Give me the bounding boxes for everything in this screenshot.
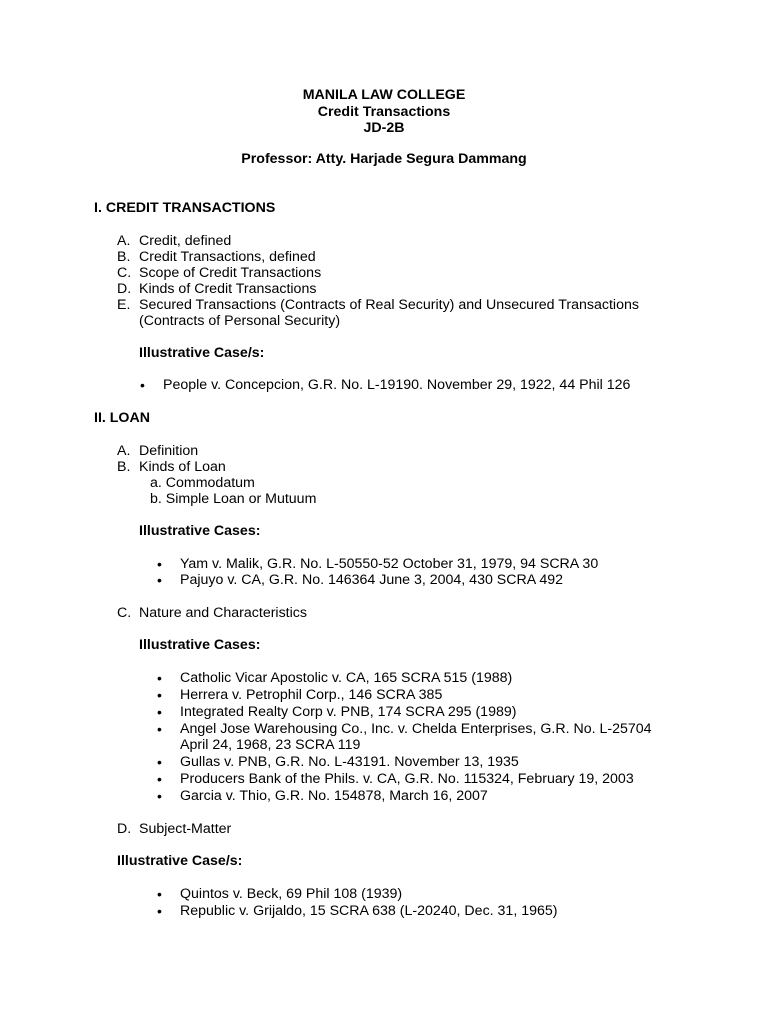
- list-marker: A.: [117, 443, 131, 459]
- bullet-icon: •: [157, 886, 162, 902]
- section-code: JD-2B: [363, 120, 405, 136]
- bullet-icon: •: [157, 556, 162, 572]
- bullet-icon: •: [140, 377, 145, 393]
- bullet-icon: •: [157, 704, 162, 720]
- bullet-icon: •: [157, 572, 162, 588]
- school-name: MANILA LAW COLLEGE: [302, 87, 466, 103]
- bullet-icon: •: [157, 903, 162, 919]
- list-item-text: Credit Transactions, defined: [139, 249, 316, 265]
- list-item-text: Definition: [139, 443, 199, 459]
- professor-line: Professor: Atty. Harjade Segura Dammang: [241, 151, 527, 167]
- list-item-text: Kinds of Credit Transactions: [139, 281, 317, 297]
- list-item-continuation: (Contracts of Personal Security): [139, 313, 341, 329]
- case-continuation: April 24, 1968, 23 SCRA 119: [180, 737, 361, 753]
- list-marker: E.: [117, 297, 131, 313]
- sub-list-item: b. Simple Loan or Mutuum: [150, 491, 317, 507]
- cases-heading: Illustrative Case/s:: [117, 853, 243, 869]
- case-text: Garcia v. Thio, G.R. No. 154878, March 16, 2007: [180, 788, 488, 804]
- bullet-icon: •: [157, 687, 162, 703]
- list-marker: C.: [117, 265, 132, 281]
- case-text: Yam v. Malik, G.R. No. L-50550-52 October 31, 1979, 94 SCRA 30: [180, 556, 599, 572]
- bullet-icon: •: [157, 754, 162, 770]
- case-text: Gullas v. PNB, G.R. No. L-43191. November 13, 1935: [180, 754, 519, 770]
- list-marker: B.: [117, 249, 131, 265]
- cases-heading: Illustrative Case/s:: [139, 345, 265, 361]
- list-marker: A.: [117, 233, 131, 249]
- case-text: People v. Concepcion, G.R. No. L-19190. November 29, 1922, 44 Phil 126: [163, 377, 631, 393]
- list-item-text: Nature and Characteristics: [139, 605, 307, 621]
- bullet-icon: •: [157, 670, 162, 686]
- part1-title: I. CREDIT TRANSACTIONS: [94, 200, 276, 216]
- list-item-text: Scope of Credit Transactions: [139, 265, 322, 281]
- case-text: Angel Jose Warehousing Co., Inc. v. Chelda Enterprises, G.R. No. L-25704: [180, 721, 652, 737]
- case-text: Producers Bank of the Phils. v. CA, G.R. No. 115324, February 19, 2003: [180, 771, 634, 787]
- list-marker: C.: [117, 605, 132, 621]
- case-text: Republic v. Grijaldo, 15 SCRA 638 (L-20240, Dec. 31, 1965): [180, 903, 558, 919]
- bullet-icon: •: [157, 771, 162, 787]
- bullet-icon: •: [157, 788, 162, 804]
- list-marker: D.: [117, 821, 132, 837]
- case-text: Integrated Realty Corp v. PNB, 174 SCRA 295 (1989): [180, 704, 517, 720]
- cases-heading: Illustrative Cases:: [139, 637, 261, 653]
- bullet-icon: •: [157, 721, 162, 737]
- list-item-text: Credit, defined: [139, 233, 232, 249]
- part2-title: II. LOAN: [94, 410, 150, 426]
- case-text: Pajuyo v. CA, G.R. No. 146364 June 3, 2004, 430 SCRA 492: [180, 572, 564, 588]
- list-item-text: Subject-Matter: [139, 821, 232, 837]
- list-marker: B.: [117, 459, 131, 475]
- course-title: Credit Transactions: [317, 104, 451, 120]
- list-marker: D.: [117, 281, 132, 297]
- case-text: Catholic Vicar Apostolic v. CA, 165 SCRA 515 (1988): [180, 670, 513, 686]
- list-item-text: Kinds of Loan: [139, 459, 226, 475]
- list-item-text: Secured Transactions (Contracts of Real Security) and Unsecured Transactions: [139, 297, 639, 313]
- case-text: Quintos v. Beck, 69 Phil 108 (1939): [180, 886, 403, 902]
- cases-heading: Illustrative Cases:: [139, 523, 261, 539]
- sub-list-item: a. Commodatum: [150, 475, 255, 491]
- case-text: Herrera v. Petrophil Corp., 146 SCRA 385: [180, 687, 443, 703]
